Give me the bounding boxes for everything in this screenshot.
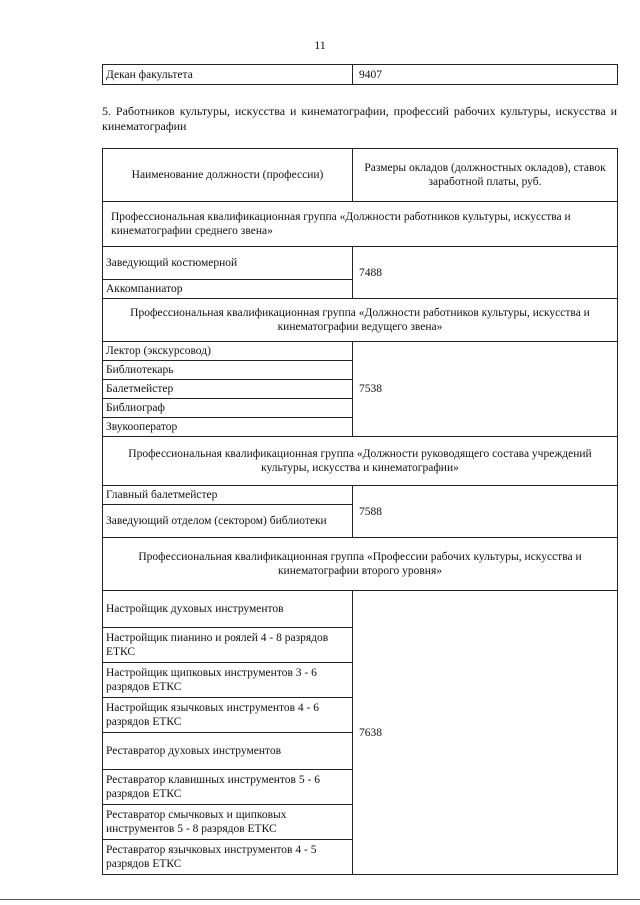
position-name: Главный балетмейстер [103,486,353,505]
position-name: Заведующий костюмерной [103,247,353,280]
position-name: Балетмейстер [103,380,353,399]
position-name: Реставратор язычковых инструментов 4 - 5 разрядов ЕТКС [103,840,353,875]
group-title: Профессиональная квалификационная группа «Должности руководящего состава учреждений культуры, искусства и кинематографии» [103,437,618,486]
group-title-row [103,202,618,247]
page-number: 11 [314,38,326,52]
group-title-row [103,437,618,486]
position-name: Настройщик пианино и роялей 4 - 8 разрядов ЕТКС [103,628,353,663]
position-name: Аккомпаниатор [103,280,353,299]
position-name: Настройщик духовых инструментов [103,591,353,628]
table-row [103,342,618,361]
header-salary: Размеры окладов (должностных окладов), ставок заработной платы, руб. [353,149,618,202]
salary-value: 7638 [353,591,618,875]
section-heading: 5. Работников культуры, искусства и кинематографии, профессий рабочих культуры, искусства и кинематографии [102,104,617,133]
table-header-row [103,149,618,202]
salary-value: 7588 [353,486,618,538]
table-row [103,247,618,280]
table-row [103,65,618,85]
header-position-name: Наименование должности (профессии) [103,149,353,202]
position-name: Декан факультета [103,65,353,85]
salary-value: 7488 [353,247,618,299]
position-name: Реставратор духовых инструментов [103,733,353,770]
table-row [103,486,618,505]
position-name: Реставратор смычковых и щипковых инструментов 5 - 8 разрядов ЕТКС [103,805,353,840]
group-title: Профессиональная квалификационная группа «Профессии рабочих культуры, искусства и кинематографии второго уровня» [103,538,618,591]
position-name: Настройщик язычковых инструментов 4 - 6 разрядов ЕТКС [103,698,353,733]
page-bottom-rule [0,899,640,900]
group-title-row [103,538,618,591]
position-name: Звукооператор [103,418,353,437]
group-title: Профессиональная квалификационная группа «Должности работников культуры, искусства и кинематографии среднего звена» [103,202,618,247]
salary-value: 9407 [353,65,618,85]
position-name: Библиограф [103,399,353,418]
dean-table [102,64,618,85]
position-name: Реставратор клавишных инструментов 5 - 6 разрядов ЕТКС [103,770,353,805]
position-name: Заведующий отделом (сектором) библиотеки [103,505,353,538]
group-title: Профессиональная квалификационная группа «Должности работников культуры, искусства и кинематографии ведущего звена» [103,299,618,342]
table-row [103,591,618,628]
position-name: Настройщик щипковых инструментов 3 - 6 разрядов ЕТКС [103,663,353,698]
position-name: Библиотекарь [103,361,353,380]
position-name: Лектор (экскурсовод) [103,342,353,361]
salary-value: 7538 [353,342,618,437]
group-title-row [103,299,618,342]
salary-table [102,148,618,875]
